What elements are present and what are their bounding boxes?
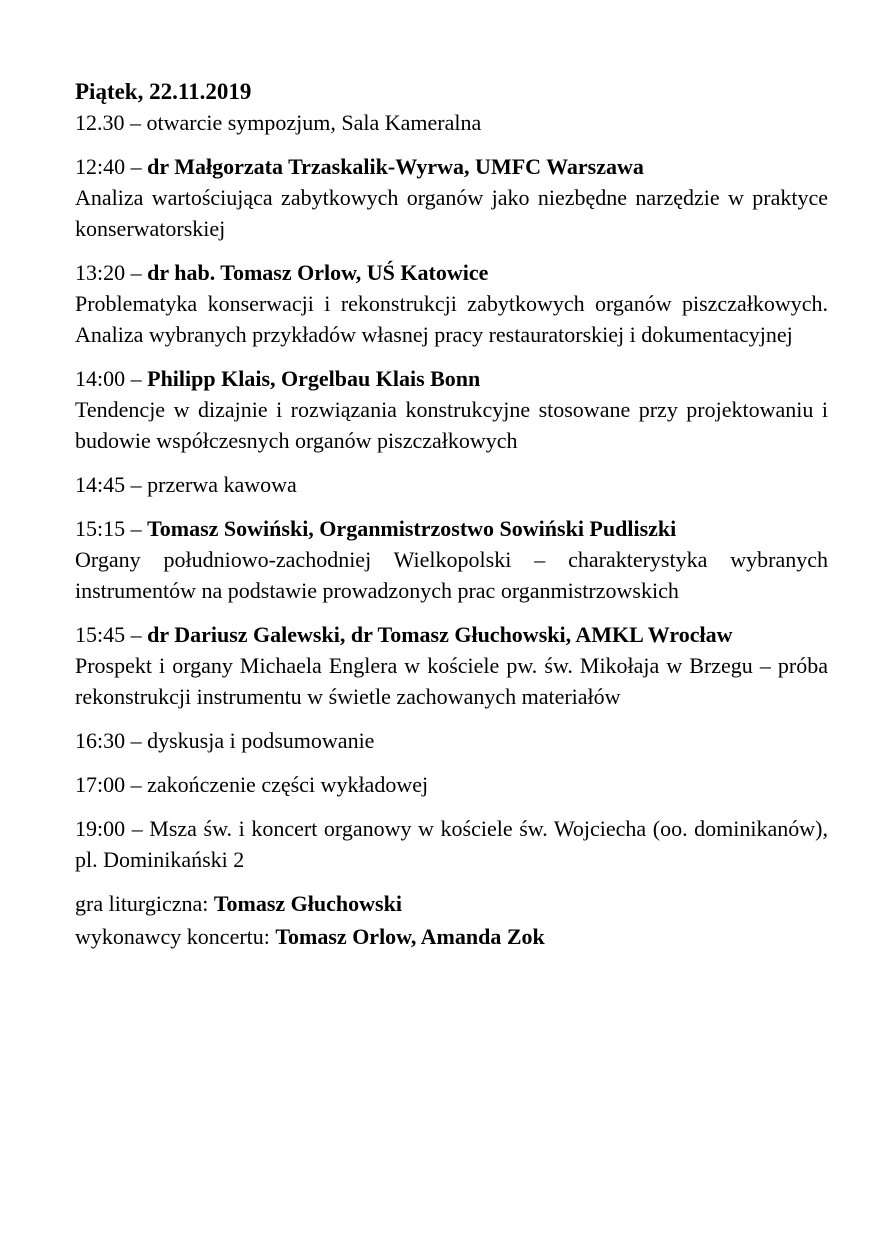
schedule-entry bbox=[75, 151, 828, 244]
schedule-entry bbox=[75, 769, 828, 800]
entry-text: przerwa kawowa bbox=[147, 472, 297, 497]
entry-head bbox=[75, 363, 828, 394]
entry-text: otwarcie sympozjum, Sala Kameralna bbox=[146, 110, 482, 135]
entry-speaker: Philipp Klais, Orgelbau Klais Bonn bbox=[147, 366, 481, 391]
entry-abstract: Problematyka konserwacji i rekonstrukcji zabytkowych organów piszczałkowych. Analiza wybranych przykładów własnej pracy restauratorskiej i dokumentacyjnej bbox=[75, 291, 828, 347]
entry-separator: – bbox=[125, 260, 148, 285]
footer-line bbox=[75, 921, 828, 952]
entry-separator: – bbox=[125, 154, 148, 179]
entry-abstract: Prospekt i organy Michaela Englera w kościele pw. św. Mikołaja w Brzegu – próba rekonstrukcji instrumentu w świetle zachowanych materiałów bbox=[75, 653, 828, 709]
entry-separator: – bbox=[125, 728, 148, 753]
entry-time: 15:15 bbox=[75, 516, 126, 541]
entry-text: Msza św. i koncert organowy w kościele św. Wojciecha (oo. dominikanów), pl. Dominikański 2 bbox=[75, 816, 828, 872]
entry-time: 12.30 bbox=[75, 110, 125, 135]
entry-separator: – bbox=[125, 622, 148, 647]
entry-speaker: dr Małgorzata Trzaskalik-Wyrwa, UMFC Warszawa bbox=[147, 154, 644, 179]
schedule-entry bbox=[75, 363, 828, 456]
entry-time: 17:00 bbox=[75, 772, 126, 797]
entry-separator: – bbox=[124, 110, 147, 135]
entry-text: dyskusja i podsumowanie bbox=[147, 728, 375, 753]
entry-time: 19:00 bbox=[75, 816, 126, 841]
schedule-entry bbox=[75, 619, 828, 712]
entry-speaker: dr hab. Tomasz Orlow, UŚ Katowice bbox=[147, 260, 489, 285]
entry-head bbox=[75, 619, 828, 650]
schedule-entry bbox=[75, 257, 828, 350]
entry-time: 12:40 bbox=[75, 154, 126, 179]
entry-head bbox=[75, 151, 828, 182]
entry-abstract: Analiza wartościująca zabytkowych organów jako niezbędne narzędzie w praktyce konserwatorskiej bbox=[75, 185, 828, 241]
entry-abstract: Organy południowo-zachodniej Wielkopolski – charakterystyka wybranych instrumentów na podstawie prowadzonych prac organmistrzowskich bbox=[75, 547, 828, 603]
schedule-entry bbox=[75, 725, 828, 756]
entry-speaker: Tomasz Sowiński, Organmistrzostwo Sowiński Pudliszki bbox=[147, 516, 677, 541]
schedule-entry bbox=[75, 513, 828, 606]
schedule-entry bbox=[75, 469, 828, 500]
entry-time: 16:30 bbox=[75, 728, 126, 753]
entry-time: 14:00 bbox=[75, 366, 126, 391]
entry-separator: – bbox=[125, 516, 148, 541]
schedule-entry bbox=[75, 813, 828, 875]
footer-label: gra liturgiczna: bbox=[75, 891, 214, 916]
entry-separator: – bbox=[125, 816, 150, 841]
entry-separator: – bbox=[125, 472, 148, 497]
entry-head bbox=[75, 513, 828, 544]
footer-line bbox=[75, 888, 828, 919]
page-title: Piątek, 22.11.2019 bbox=[75, 79, 252, 104]
entry-speaker: dr Dariusz Galewski, dr Tomasz Głuchowski, AMKL Wrocław bbox=[147, 622, 733, 647]
footer-names: Tomasz Orlow, Amanda Zok bbox=[275, 924, 545, 949]
footer-label: wykonawcy koncertu: bbox=[75, 924, 276, 949]
entry-time: 13:20 bbox=[75, 260, 126, 285]
entry-time: 14:45 bbox=[75, 472, 126, 497]
entry-text: zakończenie części wykładowej bbox=[147, 772, 429, 797]
entry-separator: – bbox=[125, 772, 148, 797]
entry-separator: – bbox=[125, 366, 148, 391]
schedule-entry bbox=[75, 107, 828, 138]
footer-names: Tomasz Głuchowski bbox=[213, 891, 402, 916]
entry-abstract: Tendencje w dizajnie i rozwiązania konstrukcyjne stosowane przy projektowaniu i budowie współczesnych organów piszczałkowych bbox=[75, 397, 828, 453]
entry-time: 15:45 bbox=[75, 622, 126, 647]
entry-head bbox=[75, 257, 828, 288]
